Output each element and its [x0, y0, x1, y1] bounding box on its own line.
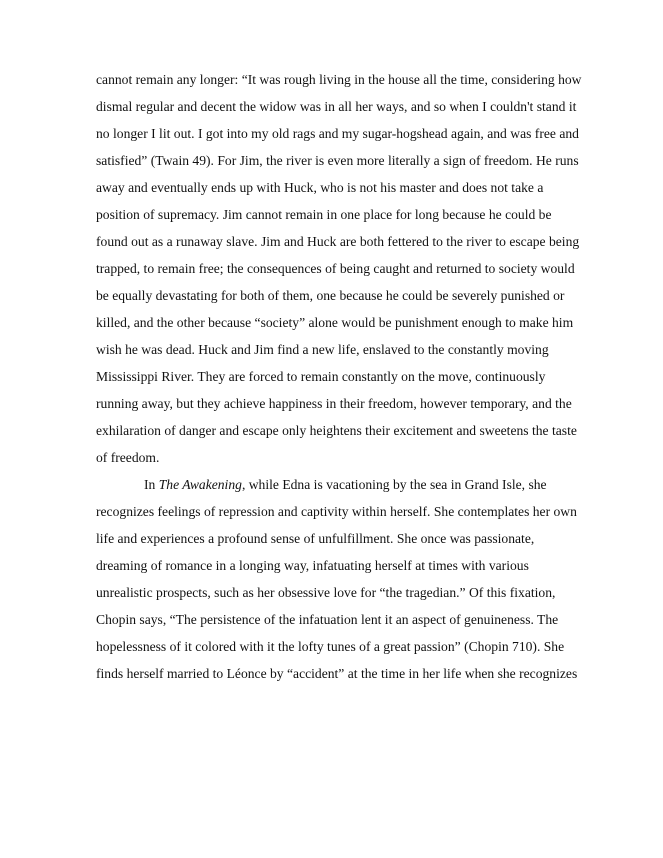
- paragraph-1-line: running away, but they achieve happiness in their freedom, however temporary, and the: [96, 396, 572, 411]
- paragraph-2-line: recognizes feelings of repression and captivity within herself. She contemplates her own: [96, 504, 577, 519]
- paragraph-2-lead-text: In: [144, 477, 159, 492]
- paragraph-2-line: finds herself married to Léonce by “accident” at the time in her life when she recognizes: [96, 666, 578, 681]
- paragraph-1-line: cannot remain any longer: “It was rough living in the house all the time, considering how: [96, 72, 582, 87]
- paragraph-1-line: dismal regular and decent the widow was in all her ways, and so when I couldn't stand it: [96, 99, 577, 114]
- paragraph-1-line: no longer I lit out. I got into my old rags and my sugar-hogshead again, and was free and: [96, 126, 579, 141]
- paragraph-1-line: of freedom.: [96, 450, 160, 465]
- paragraph-1-line: trapped, to remain free; the consequences of being caught and returned to society would: [96, 261, 575, 276]
- paragraph-2-line: Chopin says, “The persistence of the infatuation lent it an aspect of genuineness. The: [96, 612, 559, 627]
- body-text: [96, 66, 582, 687]
- paragraph-2-first-line-rest: , while Edna is vacationing by the sea in Grand Isle, she: [241, 477, 547, 492]
- paragraph-2-line: dreaming of romance in a longing way, infatuating herself at times with various: [96, 558, 529, 573]
- paragraph-1-line: be equally devastating for both of them, one because he could be severely punished or: [96, 288, 565, 303]
- paragraph-1-line: away and eventually ends up with Huck, who is not his master and does not take a: [96, 180, 544, 195]
- paragraph-1-line: exhilaration of danger and escape only heightens their excitement and sweetens the taste: [96, 423, 577, 438]
- paragraph-1-line: Mississippi River. They are forced to remain constantly on the move, continuously: [96, 369, 546, 384]
- paragraph-2-first-line: [96, 471, 572, 498]
- book-title-italic: The Awakening: [158, 477, 242, 492]
- paragraph-1-line: found out as a runaway slave. Jim and Huck are both fettered to the river to escape being: [96, 234, 580, 249]
- paragraph-1-line: position of supremacy. Jim cannot remain in one place for long because he could be: [96, 207, 552, 222]
- paragraph-2-line: hopelessness of it colored with it the lofty tunes of a great passion” (Chopin 710). She: [96, 639, 565, 654]
- paragraph-1-line: wish he was dead. Huck and Jim find a new life, enslaved to the constantly moving: [96, 342, 549, 357]
- paragraph-2-line: unrealistic prospects, such as her obsessive love for “the tragedian.” Of this fixation,: [96, 585, 556, 600]
- paragraph-1-line: killed, and the other because “society” alone would be punishment enough to make him: [96, 315, 574, 330]
- paragraph-2-line: life and experiences a profound sense of unfulfillment. She once was passionate,: [96, 531, 535, 546]
- paragraph-1-line: satisfied” (Twain 49). For Jim, the river is even more literally a sign of freedom. He runs: [96, 153, 579, 168]
